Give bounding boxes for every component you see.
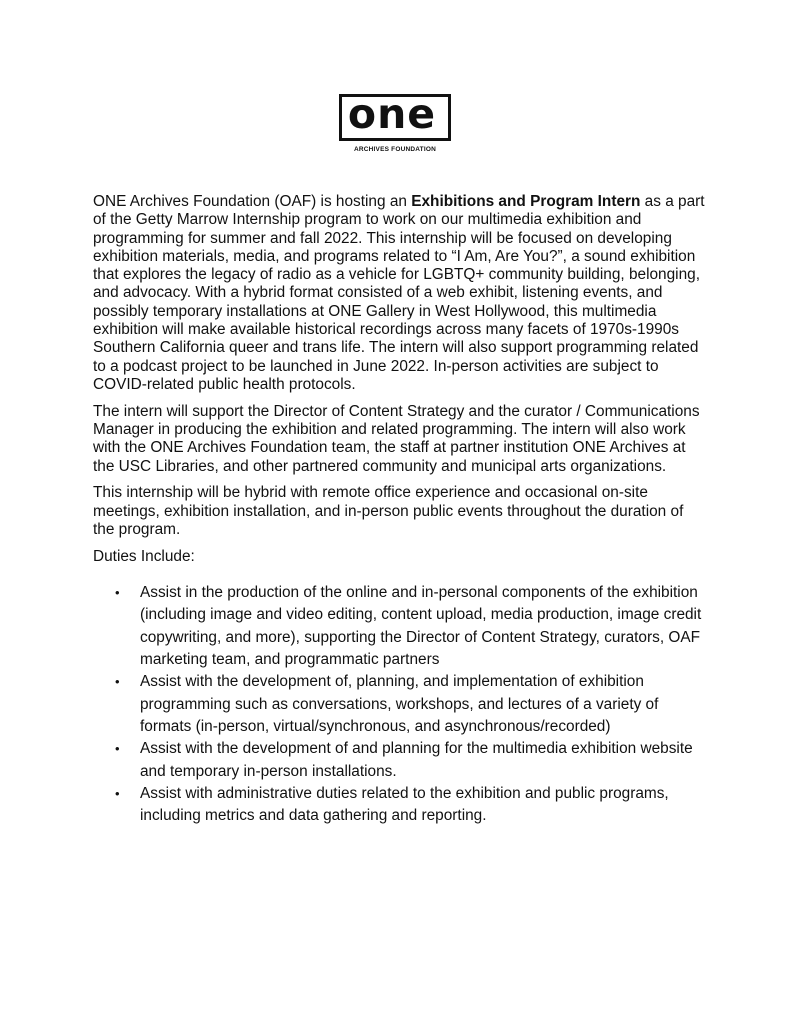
duty-item bbox=[93, 738, 705, 783]
duty-text: Assist with the development of, planning, and implementation of exhibition programming such as conversations, workshops, and lectures of a variety of formats (in-person, virtual/synchronous, and asynchronous/recorded) bbox=[140, 673, 659, 735]
bullet-icon: • bbox=[115, 674, 120, 690]
position-title: Exhibitions and Program Intern bbox=[411, 193, 641, 210]
duty-item bbox=[93, 783, 705, 828]
intro-paragraph bbox=[93, 193, 705, 394]
duty-text: Assist with the development of and planning for the multimedia exhibition website and temporary in-person installations. bbox=[140, 740, 693, 780]
hybrid-paragraph: This internship will be hybrid with remote office experience and occasional on-site meetings, exhibition installation, and in-person public events throughout the duration of the program. bbox=[93, 484, 684, 539]
duty-text: Assist in the production of the online and in-personal components of the exhibition (including image and video editing, content upload, media production, image credit copywriting, and more), supporting the Director of Content Strategy, curators, OAF marketing team, and programmatic partners bbox=[140, 584, 702, 669]
duty-text: Assist with administrative duties related to the exhibition and public programs, including metrics and data gathering and reporting. bbox=[140, 784, 669, 825]
intro-text-start: ONE Archives Foundation (OAF) is hosting an bbox=[93, 193, 412, 210]
support-paragraph: The intern will support the Director of Content Strategy and the curator / Communications Manager in producing the exhibition and related programming. The intern will also work with the ONE Archives Foundation team, the staff at partner institution ONE Archives at the USC Libraries, and other partnered community and municipal arts organizations. bbox=[93, 402, 700, 475]
duties-heading: Duties Include: bbox=[93, 547, 195, 565]
intro-text-rest: as a part of the Getty Marrow Internship program to work on our multimedia exhibition and programming for summer and fall 2022. This internship will be focused on developing exhibition materials, media, and programs related to “I Am, Are You?”, a sound exhibition that explores the legacy of radio as a vehicle for LGBTQ+ community building, belonging, and advocacy. With a hybrid format consisted of a web exhibit, listening events, and possibly temporary installations at ONE Gallery in West Hollywood, this multimedia exhibition will make available historical recordings across many facets of 1970s-1990s Southern California queer and trans life. The intern will also support programming related to a podcast project to be launched in June 2022. In-person activities are subject to COVID-related public health protocols. bbox=[93, 193, 705, 393]
bullet-icon: • bbox=[115, 785, 120, 801]
duties-list bbox=[93, 582, 705, 827]
one-archives-logo bbox=[339, 90, 451, 164]
duty-item bbox=[93, 671, 705, 738]
document-body bbox=[93, 193, 705, 827]
duty-item bbox=[93, 582, 705, 671]
logo-subtitle: ARCHIVES FOUNDATION bbox=[353, 146, 437, 153]
bullet-icon: • bbox=[115, 741, 120, 757]
logo-wordmark: one bbox=[347, 90, 437, 138]
bullet-icon: • bbox=[115, 585, 120, 601]
